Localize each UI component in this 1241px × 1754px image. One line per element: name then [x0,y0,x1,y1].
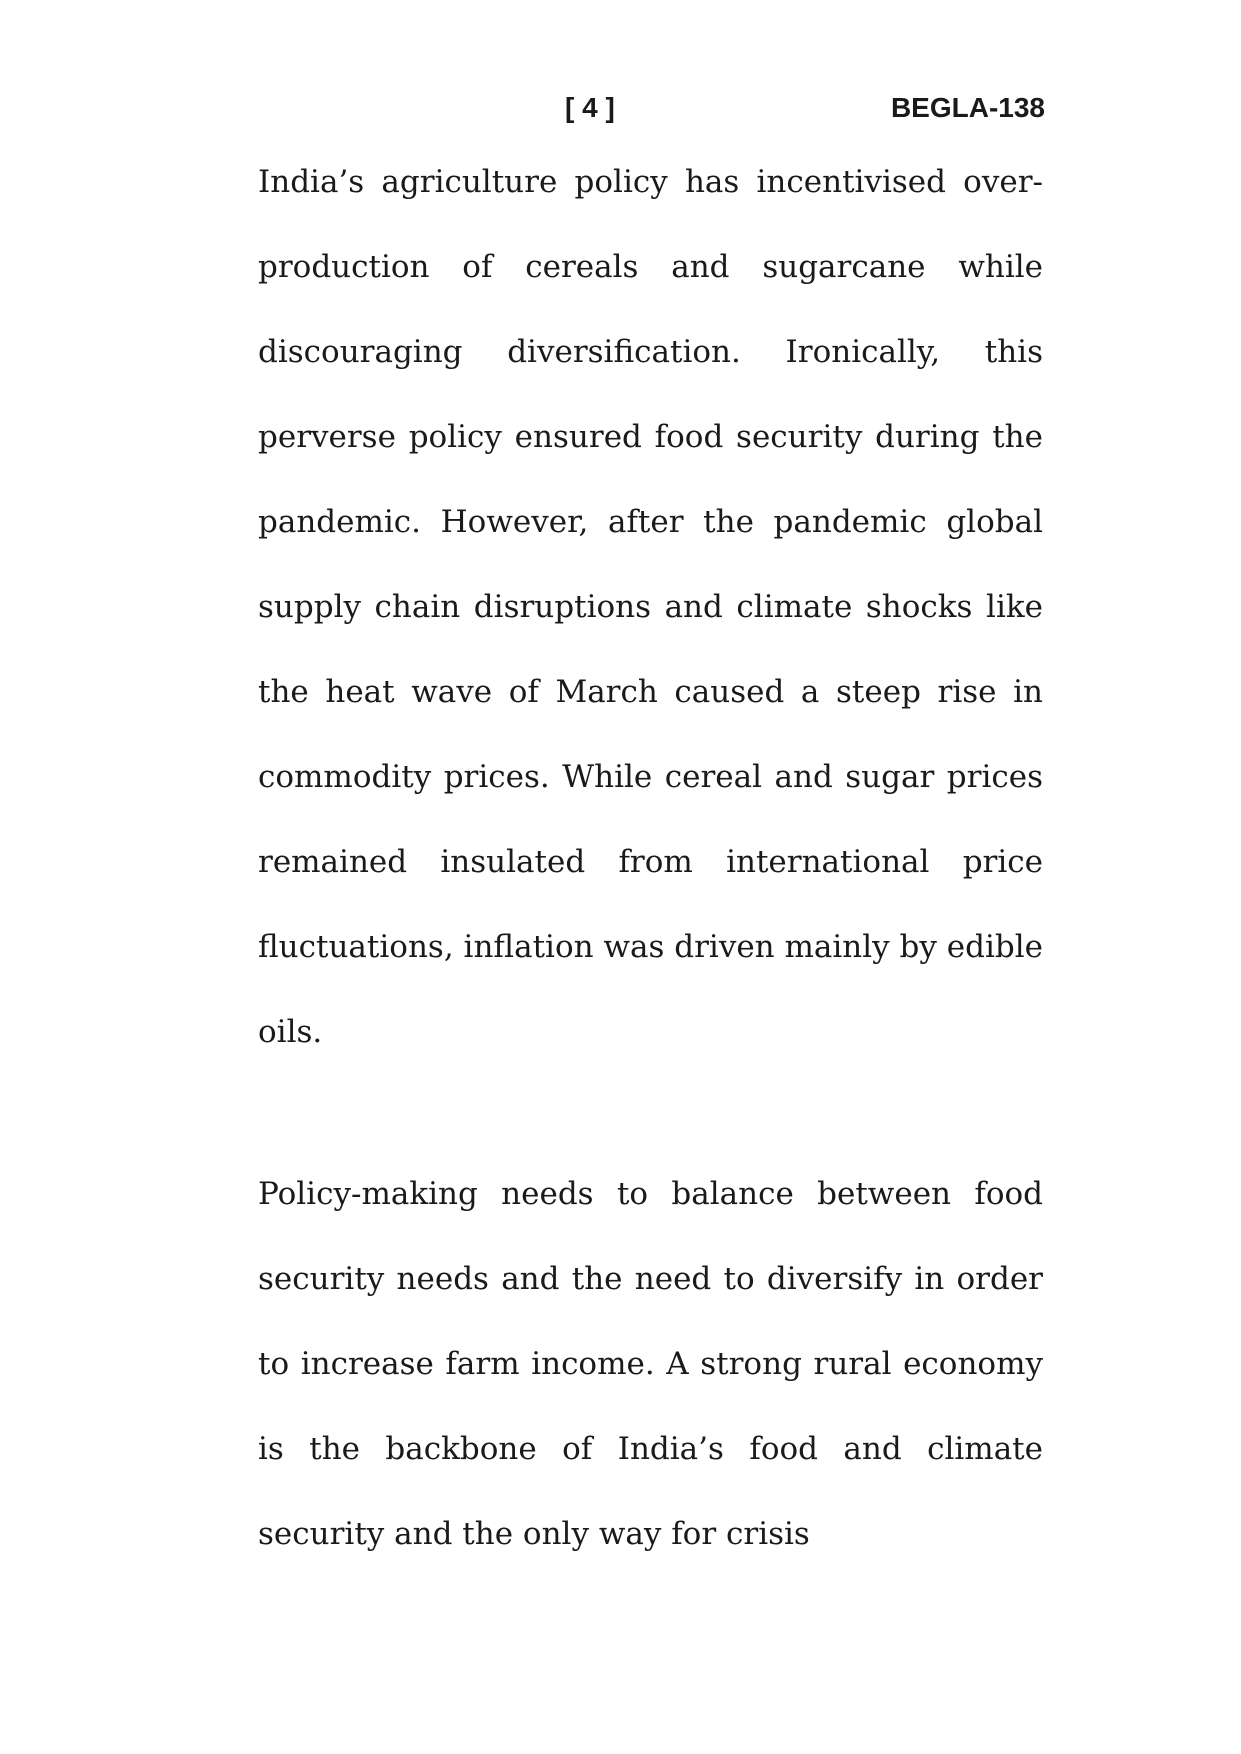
passage [258,140,1043,1577]
paragraph-spacer [258,1075,1043,1152]
paragraph-2: Policy-making needs to balance between food security needs and the need to diversify in order to increase farm income. A strong rural economy is the backbone of India’s food and climate security and the only way for crisis [258,1176,1043,1552]
paper-code: BEGLA-138 [890,92,1045,123]
page-number: [ 4 ] [565,92,615,123]
page-header [0,88,1241,128]
paragraph-1: India’s agriculture policy has incentivised over-production of cereals and sugarcane while discouraging diversification. Ironically, this perverse policy ensured food security during the pandemic. However, after the pandemic global supply chain disruptions and climate shocks like the heat wave of March caused a steep rise in commodity prices. While cereal and sugar prices remained insulated from international price fluctuations, inflation was driven mainly by edible oils. [258,164,1043,1050]
